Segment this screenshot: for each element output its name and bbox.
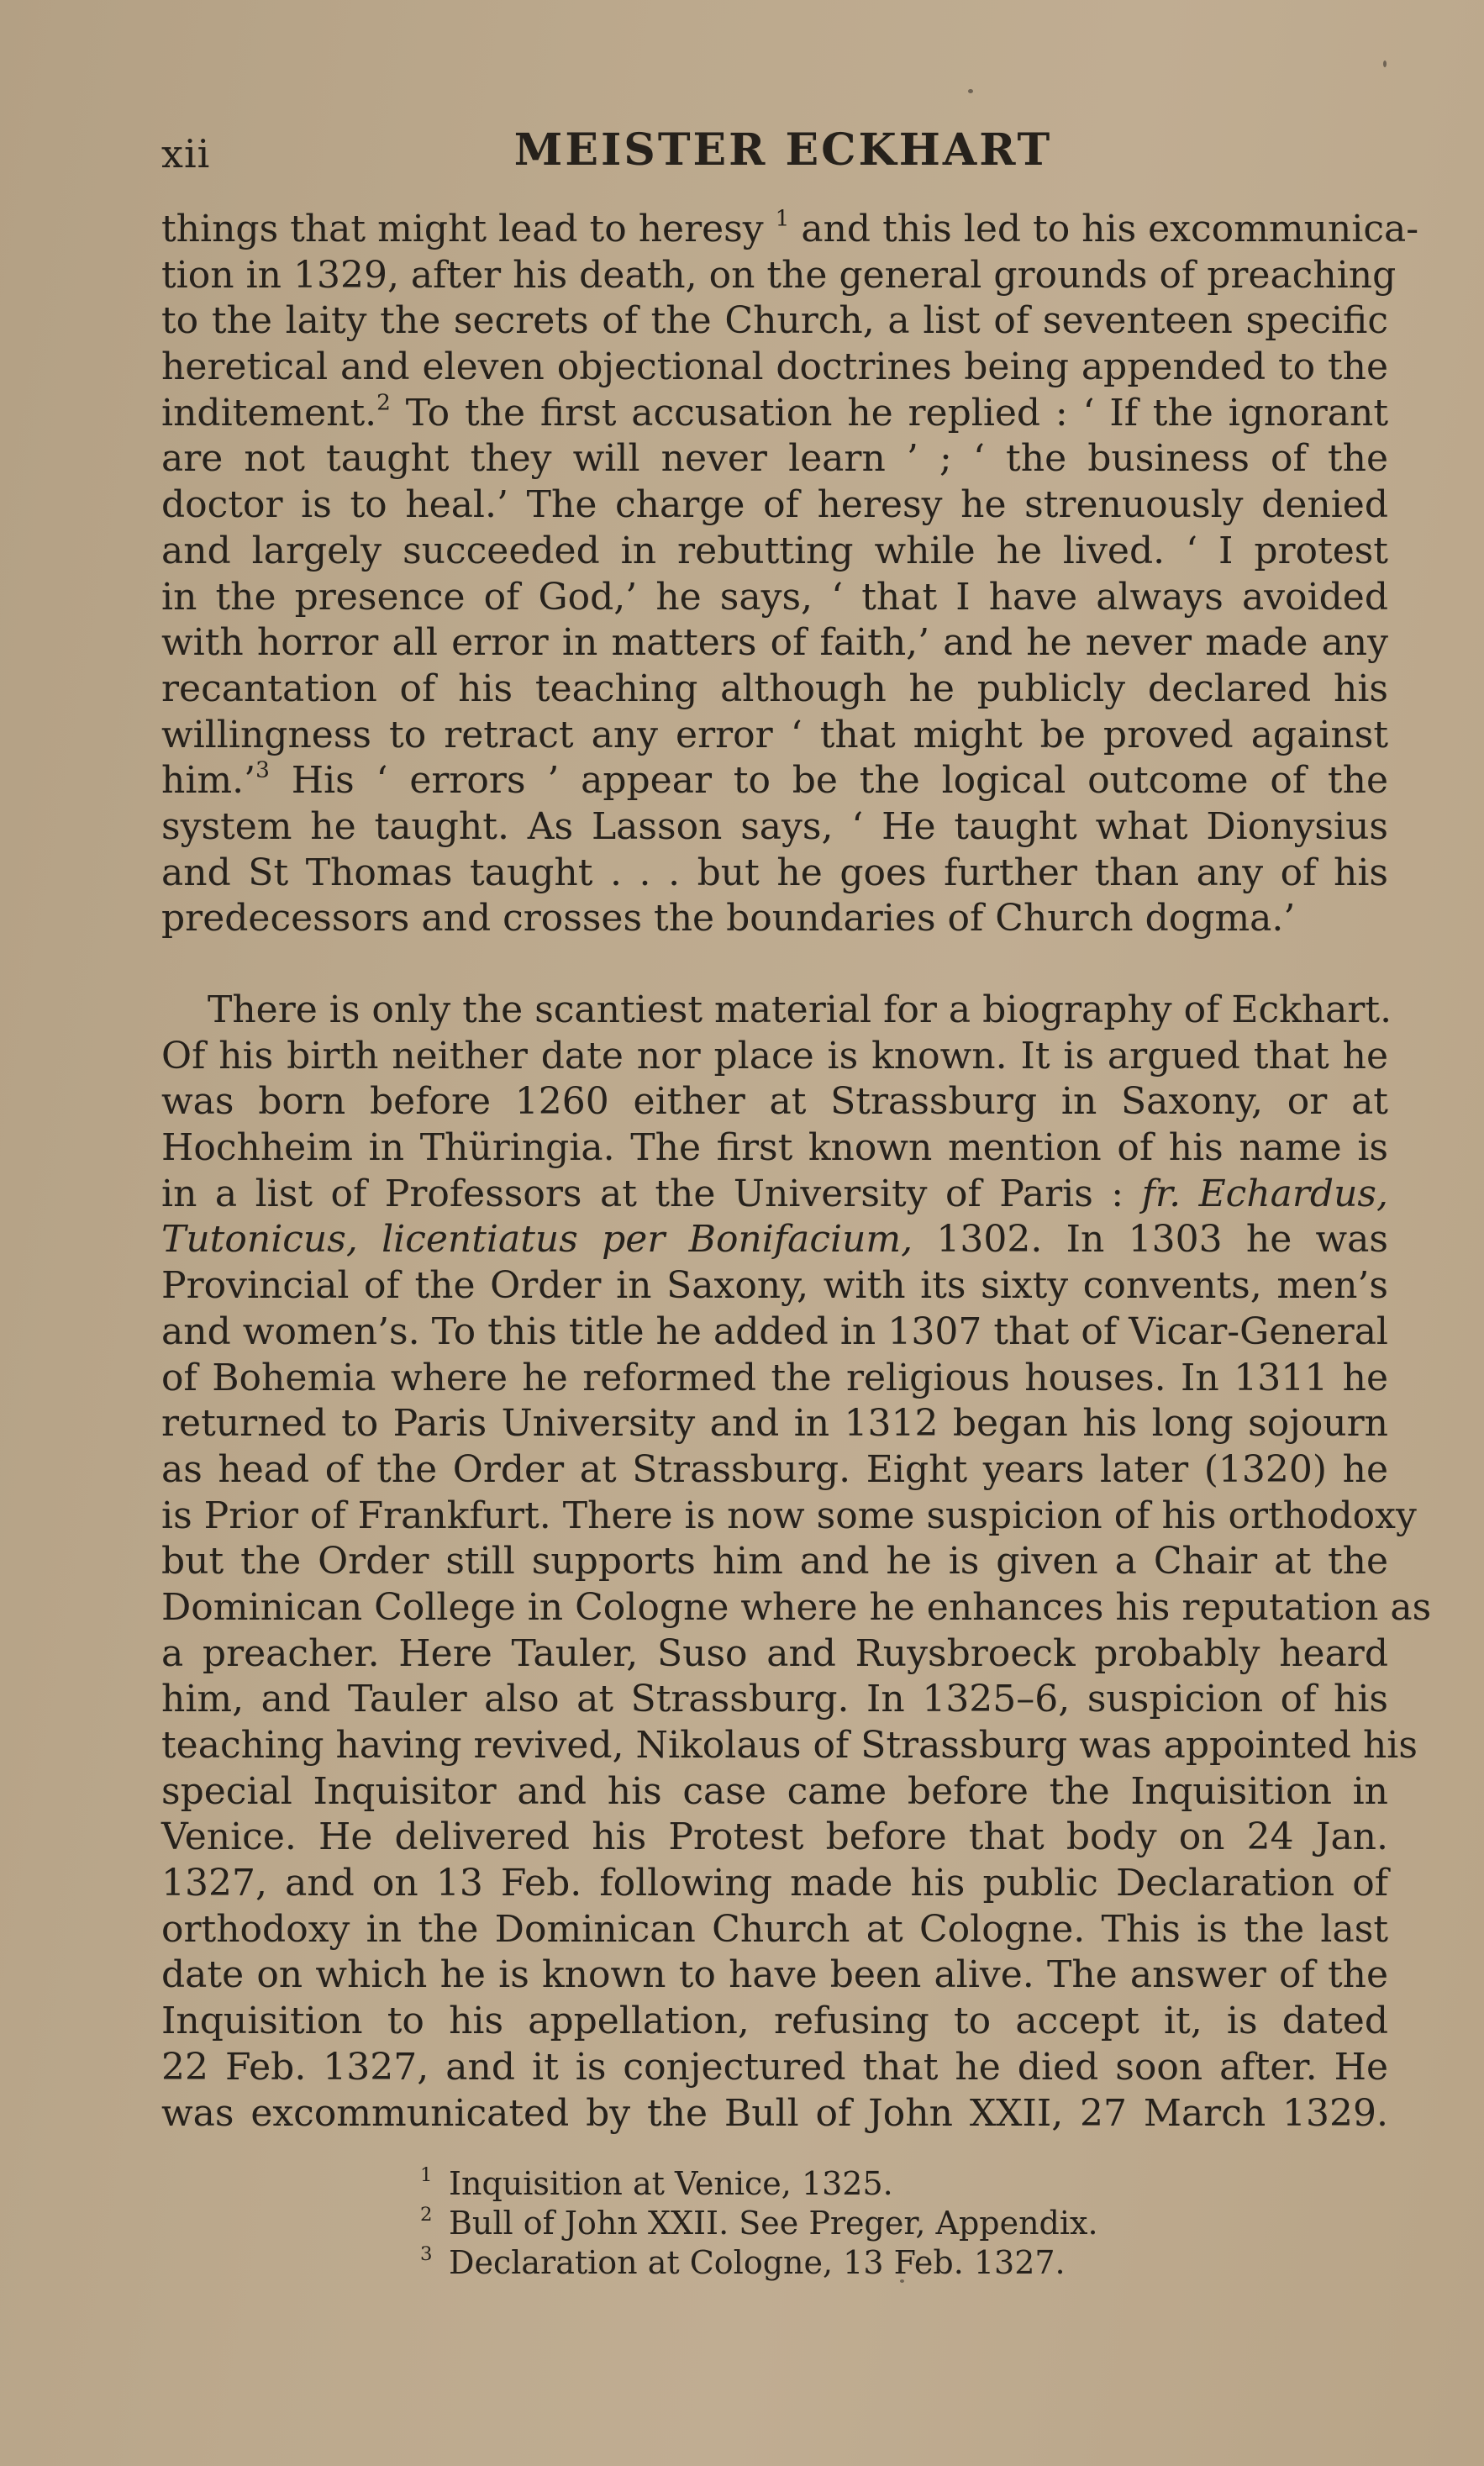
- text-line: Venice. He delivered his Protest before that body on 24 Jan.: [161, 1815, 1388, 1859]
- body-text: [161, 205, 1432, 2137]
- paper-speck: [968, 89, 973, 93]
- text-line: and St Thomas taught . . . but he goes further than any of his: [161, 851, 1388, 894]
- text-line: system he taught. As Lasson says, ‘ He taught what Dionysius: [161, 804, 1388, 848]
- footnotes: [420, 2164, 1345, 2283]
- footnote-ref: 2: [376, 389, 391, 416]
- text-line: Inquisition to his appellation, refusing to accept it, is dated: [161, 2000, 1388, 2043]
- text-line: special Inquisitor and his case came before the Inquisition in: [161, 1769, 1388, 1813]
- text-line: returned to Paris University and in 1312 began his long sojourn: [161, 1402, 1388, 1446]
- text-line: was excommunicated by the Bull of John XXII, 27 March 1329.: [161, 2091, 1388, 2135]
- text-line: doctor is to heal.’ The charge of heresy he strenuously denied: [161, 483, 1388, 527]
- footnote: $^2$ Bull of John XXII. See Preger, Appendix.: [420, 2204, 1098, 2242]
- text-line: him, and Tauler also at Strassburg. In 1325–6, suspicion of his: [161, 1678, 1388, 1721]
- paragraph: [161, 205, 1419, 942]
- footnote: $^3$ Declaration at Cologne, 13 Feb. 1327.: [420, 2243, 1066, 2281]
- footnote-ref: 3: [255, 756, 270, 783]
- text-line: orthodoxy in the Dominican Church at Cologne. This is the last: [161, 1907, 1388, 1951]
- text-line: are not taught they will never learn ’ ; ‘ the business of the: [161, 437, 1388, 481]
- text-line: with horror all error in matters of faith,’ and he never made any: [161, 621, 1388, 665]
- text-line: and women’s. To this title he added in 1307 that of Vicar-General: [161, 1309, 1388, 1353]
- text-line: predecessors and crosses the boundaries of Church dogma.’: [161, 897, 1296, 941]
- running-header: [161, 124, 1388, 192]
- text-line: Provincial of the Order in Saxony, with its sixty convents, men’s: [161, 1264, 1388, 1308]
- text-line: in the presence of God,’ he says, ‘ that I have always avoided: [161, 575, 1388, 619]
- paper-speck: [1383, 61, 1387, 67]
- text-line: inditement.$^2$ To the first accusation he replied : ‘ If the ignorant: [161, 389, 1388, 435]
- text-line: recantation of his teaching although he publicly declared his: [161, 667, 1388, 710]
- footnote-text: Bull of John XXII. See Preger, Appendix.: [449, 2205, 1098, 2242]
- footnote-text: Declaration at Cologne, 13 Feb. 1327.: [449, 2244, 1066, 2281]
- text-line: heretical and eleven objectional doctrines being appended to the: [161, 345, 1388, 389]
- page-number: xii: [161, 131, 211, 177]
- text-line: teaching having revived, Nikolaus of Strassburg was appointed his: [161, 1724, 1418, 1767]
- text-line: willingness to retract any error ‘ that might be proved against: [161, 713, 1388, 756]
- text-line: 1327, and on 13 Feb. following made his public Declaration of: [161, 1862, 1388, 1905]
- footnote-ref: 1: [775, 205, 790, 232]
- text-line: Dominican College in Cologne where he enhances his reputation as: [161, 1585, 1432, 1629]
- text-line: things that might lead to heresy $^1$ and this led to his excommunica-: [161, 205, 1419, 250]
- text-line: is Prior of Frankfurt. There is now some suspicion of his orthodoxy: [161, 1494, 1417, 1537]
- text-line: to the laity the secrets of the Church, a list of seventeen specific: [161, 299, 1388, 343]
- paragraph-gap: [161, 942, 1388, 988]
- text-line: Hochheim in Thüringia. The first known mention of his name is: [161, 1126, 1388, 1170]
- text-line: but the Order still supports him and he is given a Chair at the: [161, 1540, 1388, 1583]
- text-line: tion in 1329, after his death, on the general grounds of preaching: [161, 253, 1397, 297]
- text-line: Tutonicus, licentiatus per Bonifacium, 1302. In 1303 he was: [161, 1218, 1388, 1262]
- text-line: as head of the Order at Strassburg. Eight years later (1320) he: [161, 1447, 1388, 1491]
- text-line: a preacher. Here Tauler, Suso and Ruysbroeck probably heard: [161, 1631, 1388, 1675]
- text-line: Of his birth neither date nor place is known. It is argued that he: [161, 1034, 1388, 1078]
- text-line: of Bohemia where he reformed the religious houses. In 1311 he: [161, 1356, 1388, 1399]
- text-line: There is only the scantiest material for a biography of Eckhart.: [208, 988, 1392, 1031]
- text-line: date on which he is known to have been alive. The answer of the: [161, 1953, 1388, 1997]
- text-line: in a list of Professors at the University of Paris : fr. Echardus,: [161, 1172, 1388, 1215]
- text-line: 22 Feb. 1327, and it is conjectured that he died soon after. He: [161, 2045, 1388, 2089]
- text-line: and largely succeeded in rebutting while he lived. ‘ I protest: [161, 529, 1388, 572]
- paragraph: [161, 988, 1432, 2137]
- text-line: him.’$^3$ His ‘ errors ’ appear to be the logical outcome of the: [161, 756, 1388, 803]
- text-line: was born before 1260 either at Strassburg in Saxony, or at: [161, 1080, 1388, 1124]
- footnote-text: Inquisition at Venice, 1325.: [449, 2165, 893, 2202]
- running-title: MEISTER ECKHART: [513, 124, 1053, 176]
- footnote: $^1$ Inquisition at Venice, 1325.: [420, 2164, 893, 2202]
